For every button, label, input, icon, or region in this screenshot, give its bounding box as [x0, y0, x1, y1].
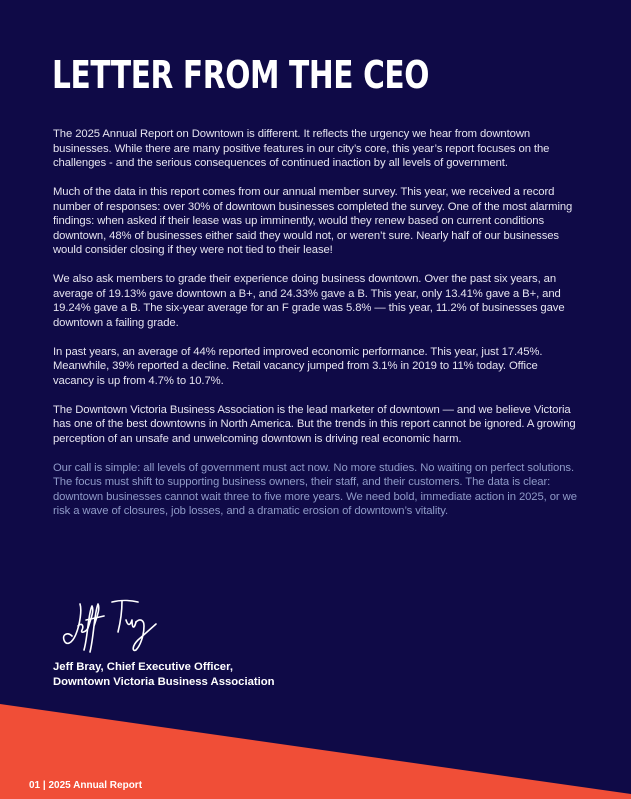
call-to-action: Our call is simple: all levels of government must act now. No more studies. No waiting on perfect solutions. The focus must shift to supporting business owners, their staff, and their customers. The data is clear: downtown businesses cannot wait three to five more years. We need bold, immediate action in 2025, or we risk a wave of closures, job losses, and a dramatic erosion of downtown’s vitality.	[53, 461, 577, 518]
signatory-organization: Downtown Victoria Business Association	[53, 676, 275, 688]
paragraph-grades: We also ask members to grade their experience doing business downtown. Over the past six years, an average of 19.13% gave downtown a B+, and 24.33% gave a B. This year, only 13.41% gave a B+, and 19.24% gave a B. The six-year average for an F grade was 5.8% — this year, 11.2% of businesses gave downtown a failing grade.	[53, 273, 565, 329]
paragraph-intro: The 2025 Annual Report on Downtown is different. It reflects the urgency we hear from downtown businesses. While there are many positive features in our city’s core, this year’s report focuses on the challenges - and the serious consequences of continued inaction by all levels of government.	[53, 128, 550, 170]
signatory	[53, 660, 275, 690]
page-title: LETTER FROM THE CEO	[52, 53, 430, 97]
letter-body	[53, 127, 578, 533]
paragraph-economics: In past years, an average of 44% reported improved economic performance. This year, just 17.45%. Meanwhile, 39% reported a decline. Retail vacancy jumped from 3.1% in 2019 to 11% today. Office vacancy is up from 4.7% to 10.7%.	[53, 345, 543, 387]
paragraph-association: The Downtown Victoria Business Association is the lead marketer of downtown — and we believe Victoria has one of the best downtowns in North America. But the trends in this report cannot be ignored. A growing perception of an unsafe and unwelcoming downtown is driving real economic harm.	[53, 403, 576, 445]
handwritten-signature	[60, 596, 170, 656]
page-footer: 01 | 2025 Annual Report	[29, 780, 143, 791]
signatory-title: Jeff Bray, Chief Executive Officer,	[53, 661, 233, 673]
paragraph-survey: Much of the data in this report comes from our annual member survey. This year, we received a record number of responses: over 30% of downtown businesses completed the survey. One of the most alarming findings: when asked if their lease was up imminently, would they renew based on current conditions downtown, 48% of businesses either said they would not, or weren’t sure. Nearly half of our businesses would consider closing if they were not tied to their lease!	[53, 185, 573, 257]
